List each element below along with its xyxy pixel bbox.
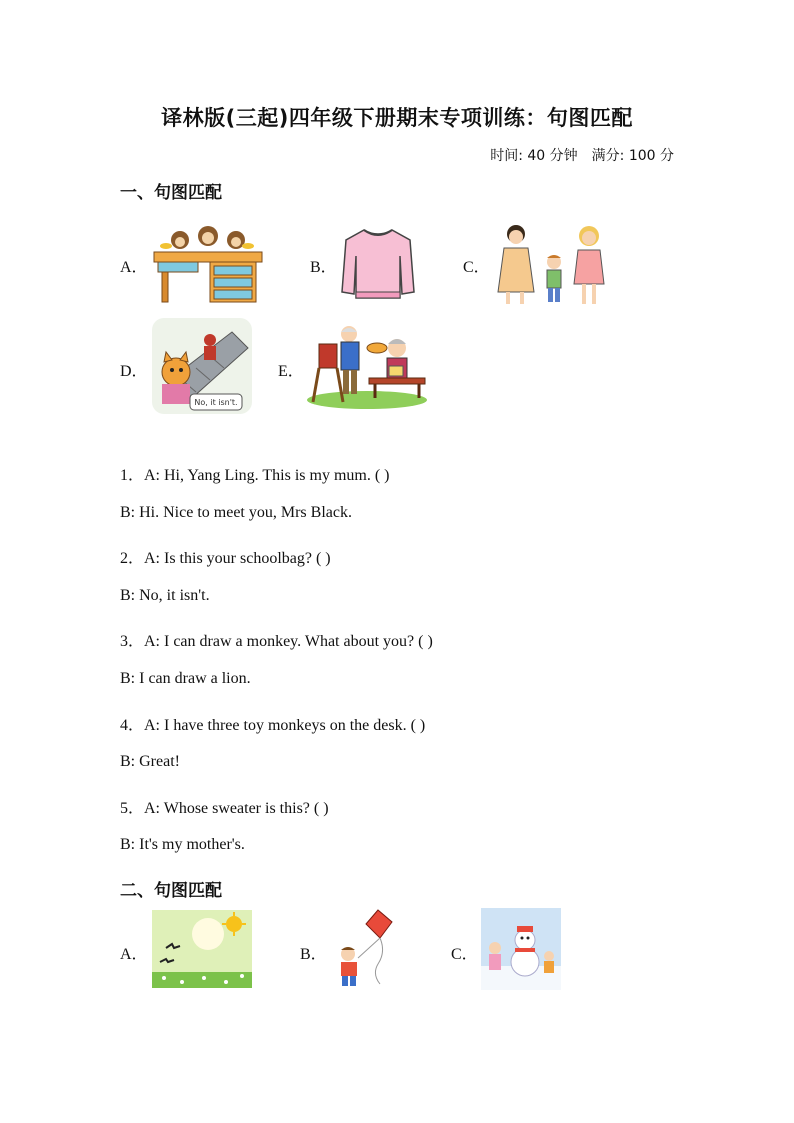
children-with-snowman-icon: [481, 908, 561, 990]
speech-bubble-text: No, it isn't.: [194, 398, 238, 407]
option-2a-label: A．: [120, 946, 148, 963]
section-1-heading: 一、句图匹配: [120, 183, 222, 203]
question-2-b: B: No, it isn't.: [120, 587, 210, 604]
boy-flying-kite-icon: [328, 908, 404, 990]
question-1-a: 1．A: Hi, Yang Ling. This is my mum. ( ): [120, 467, 390, 484]
question-3-a: 3．A: I can draw a monkey. What about you? ( ): [120, 633, 433, 650]
option-a-label: A．: [120, 259, 148, 276]
option-2c-label: C．: [451, 946, 478, 963]
cat-on-escalator-icon: [152, 318, 252, 414]
time-limit: 时间: 40 分钟: [490, 148, 578, 164]
sunny-spring-scene-icon: [152, 910, 252, 988]
grandparents-painting-icon: [305, 322, 429, 410]
question-4-a: 4．A: I have three toy monkeys on the desk. ( ): [120, 717, 426, 734]
page-title: 译林版(三起)四年级下册期末专项训练：句图匹配: [161, 106, 633, 130]
option-2b-label: B．: [300, 946, 327, 963]
pink-sweater-icon: [340, 226, 416, 304]
question-5-b: B: It's my mother's.: [120, 836, 245, 853]
desk-with-toy-monkeys-icon: [152, 222, 264, 306]
question-2-a: 2．A: Is this your schoolbag? ( ): [120, 550, 331, 567]
full-score: 满分: 100 分: [591, 148, 674, 164]
mother-introducing-children-icon: [492, 220, 608, 306]
option-c-label: C．: [463, 259, 490, 276]
option-d-label: D．: [120, 363, 148, 380]
section-2-heading: 二、句图匹配: [120, 881, 222, 901]
option-b-label: B．: [310, 259, 337, 276]
option-e-label: E．: [278, 363, 304, 380]
exam-meta: [490, 145, 674, 165]
question-1-b: B: Hi. Nice to meet you, Mrs Black.: [120, 504, 352, 521]
question-3-b: B: I can draw a lion.: [120, 670, 251, 687]
question-5-a: 5．A: Whose sweater is this? ( ): [120, 800, 329, 817]
question-4-b: B: Great!: [120, 753, 180, 770]
